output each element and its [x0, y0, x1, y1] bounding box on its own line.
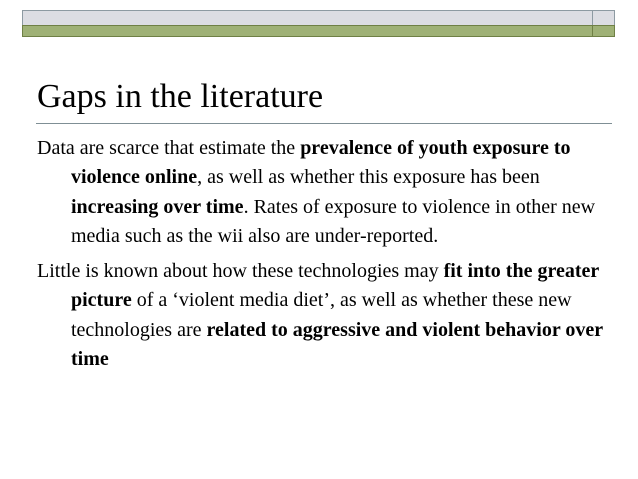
header-bar-bottom	[22, 23, 615, 39]
paragraph-1-segment-bold: increasing over time	[71, 195, 244, 218]
paragraph-1-segment: Data are scarce that estimate the	[37, 137, 301, 159]
paragraph-2-segment: of a ‘violent media diet’, as well as whether these new technologies are	[71, 289, 572, 341]
header-bar-bottom-main	[22, 25, 593, 37]
paragraph-2-segment: Little is known about how these technologies may	[37, 260, 444, 283]
header-bar-bottom-end	[593, 25, 615, 37]
paragraph-1	[37, 134, 612, 251]
paragraph-2-segment-bold: related to aggressive and violent behavior over time	[71, 318, 603, 371]
paragraph-1-segment-bold: prevalence of youth exposure to violence online	[71, 137, 571, 189]
slide-body	[37, 134, 612, 380]
title-divider	[36, 123, 612, 124]
paragraph-2	[37, 257, 612, 374]
paragraph-1-segment: , as well as whether this exposure has been	[197, 166, 540, 189]
slide-title: Gaps in the literature	[37, 78, 324, 115]
paragraph-2-segment-bold: fit into the greater picture	[71, 260, 599, 312]
paragraph-1-segment: . Rates of exposure to violence in other new media such as the wii also are under-reported.	[71, 195, 596, 247]
